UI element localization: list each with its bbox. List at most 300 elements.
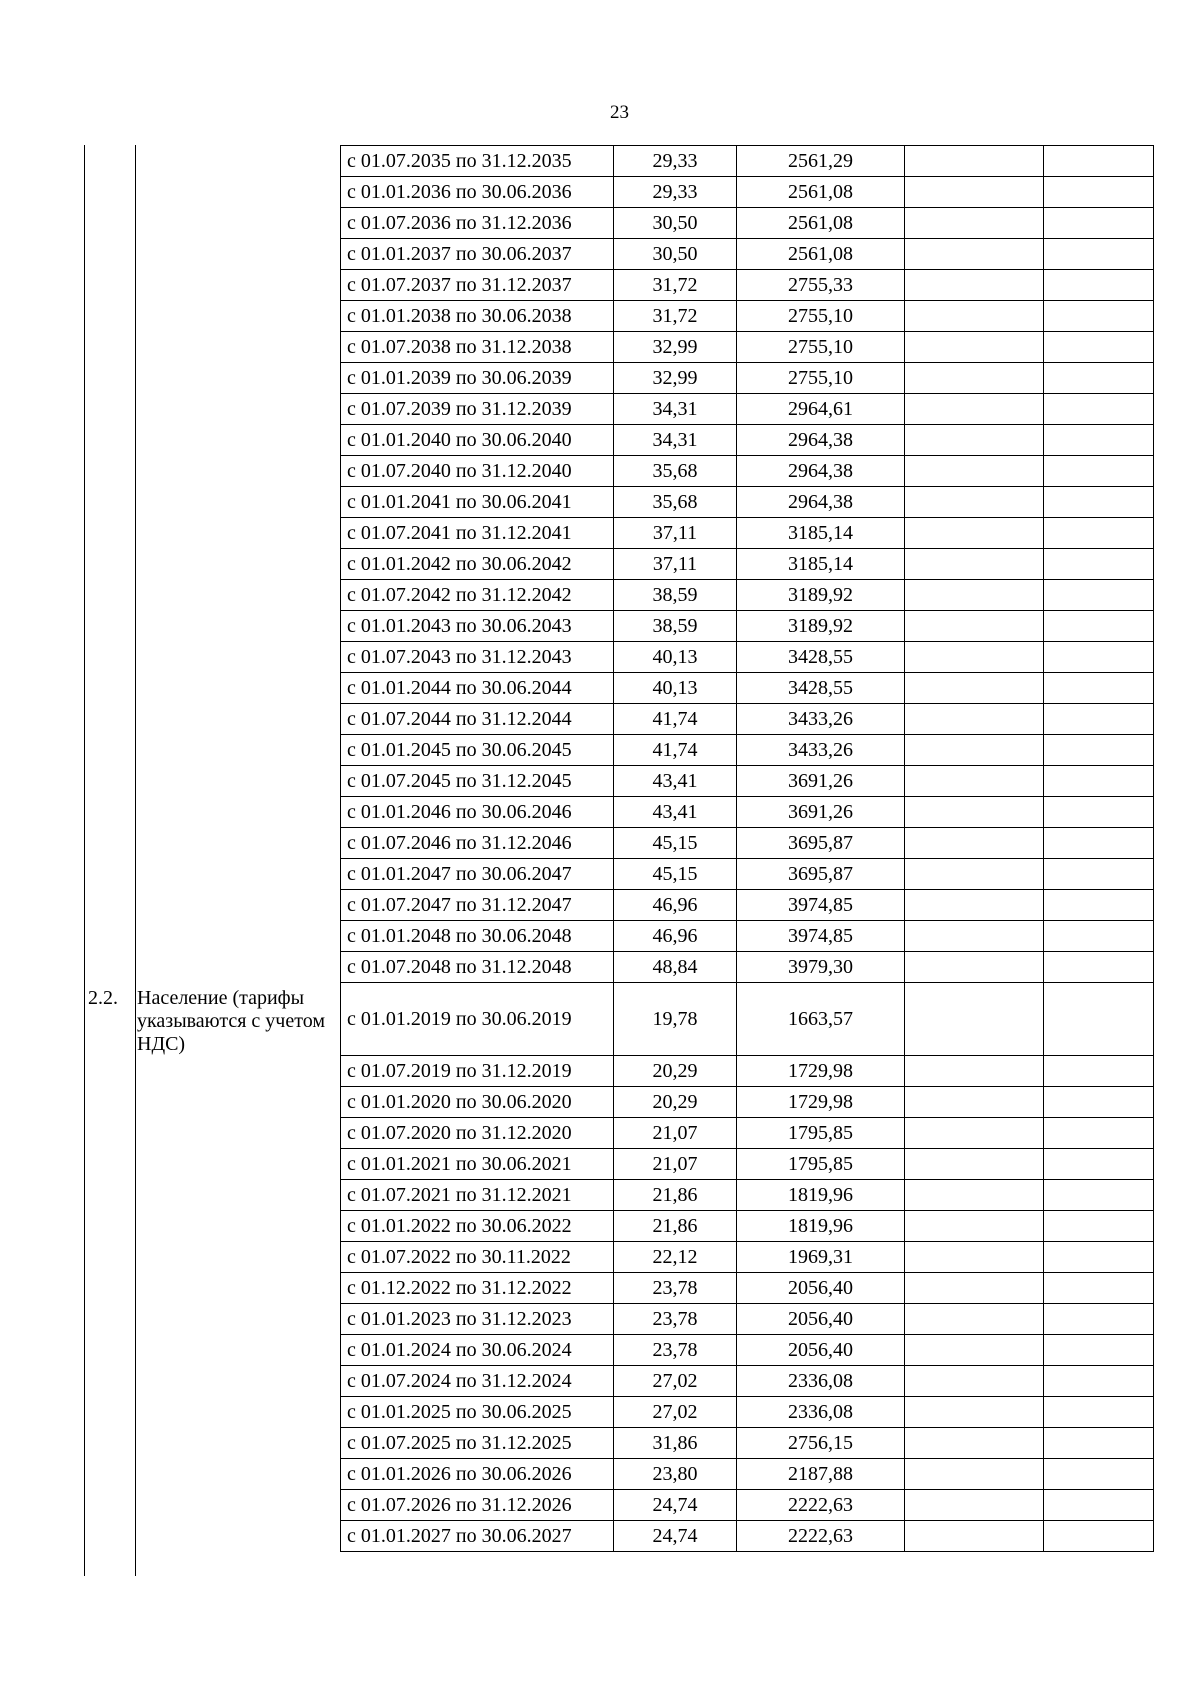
empty-cell	[905, 952, 1044, 983]
period-cell: с 01.01.2048 по 30.06.2048	[341, 921, 614, 952]
item-number-cell	[84, 146, 133, 177]
tariff-cell: 1729,98	[737, 1056, 905, 1087]
category-cell	[133, 394, 341, 425]
item-number-cell	[84, 363, 133, 394]
category-cell	[133, 828, 341, 859]
empty-cell	[905, 704, 1044, 735]
rate-cell: 30,50	[614, 208, 737, 239]
tariff-cell: 3691,26	[737, 766, 905, 797]
category-cell	[133, 1273, 341, 1304]
rate-cell: 30,50	[614, 239, 737, 270]
table-row	[84, 549, 1154, 580]
category-cell	[133, 1087, 341, 1118]
empty-cell	[905, 1242, 1044, 1273]
tariff-cell: 1819,96	[737, 1180, 905, 1211]
table-row	[84, 332, 1154, 363]
rate-cell: 21,86	[614, 1211, 737, 1242]
empty-cell	[1044, 1242, 1154, 1273]
tariff-cell: 3433,26	[737, 704, 905, 735]
empty-cell	[1044, 797, 1154, 828]
empty-cell	[1044, 1459, 1154, 1490]
item-number-cell	[84, 1304, 133, 1335]
item-number-cell	[84, 1366, 133, 1397]
item-number-cell	[84, 890, 133, 921]
empty-cell	[905, 549, 1044, 580]
period-cell: с 01.01.2021 по 30.06.2021	[341, 1149, 614, 1180]
empty-cell	[905, 766, 1044, 797]
rate-cell: 19,78	[614, 983, 737, 1056]
tariff-cell: 3428,55	[737, 673, 905, 704]
rate-cell: 37,11	[614, 518, 737, 549]
empty-cell	[1044, 580, 1154, 611]
period-cell: с 01.07.2024 по 31.12.2024	[341, 1366, 614, 1397]
rate-cell: 45,15	[614, 828, 737, 859]
rate-cell: 48,84	[614, 952, 737, 983]
period-cell: с 01.07.2026 по 31.12.2026	[341, 1490, 614, 1521]
item-number-cell	[84, 1242, 133, 1273]
table-row	[84, 1521, 1154, 1552]
table-row	[84, 456, 1154, 487]
period-cell: с 01.01.2037 по 30.06.2037	[341, 239, 614, 270]
tariff-cell: 2756,15	[737, 1428, 905, 1459]
item-number-cell: 2.2.	[88, 986, 118, 1009]
item-number-cell	[84, 735, 133, 766]
tariff-cell: 3428,55	[737, 642, 905, 673]
table-row	[84, 239, 1154, 270]
table-row	[84, 425, 1154, 456]
table-row	[84, 1335, 1154, 1366]
category-cell	[133, 1521, 341, 1552]
category-cell	[133, 1428, 341, 1459]
empty-cell	[905, 735, 1044, 766]
empty-cell	[905, 1087, 1044, 1118]
empty-cell	[1044, 704, 1154, 735]
tariff-cell: 2561,08	[737, 177, 905, 208]
empty-cell	[1044, 1335, 1154, 1366]
period-cell: с 01.01.2041 по 30.06.2041	[341, 487, 614, 518]
period-cell: с 01.01.2046 по 30.06.2046	[341, 797, 614, 828]
rate-cell: 27,02	[614, 1397, 737, 1428]
item-number-cell	[84, 1211, 133, 1242]
table-row	[84, 735, 1154, 766]
period-cell: с 01.07.2025 по 31.12.2025	[341, 1428, 614, 1459]
item-number-cell	[84, 766, 133, 797]
period-cell: с 01.01.2044 по 30.06.2044	[341, 673, 614, 704]
empty-cell	[905, 1118, 1044, 1149]
table-row	[84, 1180, 1154, 1211]
category-cell	[133, 487, 341, 518]
tariff-table-body	[84, 146, 1154, 1552]
period-cell: с 01.07.2037 по 31.12.2037	[341, 270, 614, 301]
tariff-cell: 2056,40	[737, 1304, 905, 1335]
category-cell	[133, 1118, 341, 1149]
tariff-cell: 3691,26	[737, 797, 905, 828]
empty-cell	[1044, 1087, 1154, 1118]
tariff-table	[84, 145, 1154, 1552]
table-row	[84, 828, 1154, 859]
empty-cell	[905, 146, 1044, 177]
table-row	[84, 487, 1154, 518]
empty-cell	[1044, 1428, 1154, 1459]
item-number-cell	[84, 301, 133, 332]
table-row	[84, 983, 1154, 1056]
table-row	[84, 270, 1154, 301]
category-cell	[133, 952, 341, 983]
table-row	[84, 921, 1154, 952]
table-row	[84, 208, 1154, 239]
empty-cell	[1044, 301, 1154, 332]
item-number-cell	[84, 1149, 133, 1180]
empty-cell	[905, 518, 1044, 549]
empty-cell	[905, 1304, 1044, 1335]
empty-cell	[905, 828, 1044, 859]
rate-cell: 24,74	[614, 1490, 737, 1521]
category-cell	[133, 580, 341, 611]
table-row	[84, 1056, 1154, 1087]
empty-cell	[905, 487, 1044, 518]
item-number-cell	[84, 921, 133, 952]
rate-cell: 23,80	[614, 1459, 737, 1490]
item-number-cell	[84, 456, 133, 487]
empty-cell	[905, 797, 1044, 828]
rate-cell: 29,33	[614, 146, 737, 177]
period-cell: с 01.01.2045 по 30.06.2045	[341, 735, 614, 766]
empty-cell	[1044, 1304, 1154, 1335]
rate-cell: 20,29	[614, 1087, 737, 1118]
period-cell: с 01.07.2021 по 31.12.2021	[341, 1180, 614, 1211]
tariff-cell: 1795,85	[737, 1118, 905, 1149]
empty-cell	[905, 394, 1044, 425]
period-cell: с 01.01.2024 по 30.06.2024	[341, 1335, 614, 1366]
period-cell: с 01.07.2040 по 31.12.2040	[341, 456, 614, 487]
item-number-cell	[84, 239, 133, 270]
rate-cell: 23,78	[614, 1273, 737, 1304]
tariff-cell: 1819,96	[737, 1211, 905, 1242]
tariff-cell: 2561,08	[737, 208, 905, 239]
tariff-cell: 3974,85	[737, 921, 905, 952]
tariff-cell: 2222,63	[737, 1490, 905, 1521]
rate-cell: 43,41	[614, 797, 737, 828]
empty-cell	[1044, 1149, 1154, 1180]
empty-cell	[1044, 425, 1154, 456]
empty-cell	[905, 921, 1044, 952]
table-row	[84, 518, 1154, 549]
tariff-cell: 2964,38	[737, 456, 905, 487]
item-number-cell	[84, 394, 133, 425]
page-number: 23	[610, 102, 629, 123]
empty-cell	[905, 1459, 1044, 1490]
empty-cell	[905, 1397, 1044, 1428]
rate-cell: 34,31	[614, 394, 737, 425]
tariff-cell: 2964,61	[737, 394, 905, 425]
empty-cell	[1044, 735, 1154, 766]
empty-cell	[1044, 394, 1154, 425]
empty-cell	[1044, 487, 1154, 518]
empty-cell	[905, 580, 1044, 611]
tariff-cell: 3185,14	[737, 549, 905, 580]
period-cell: с 01.07.2038 по 31.12.2038	[341, 332, 614, 363]
tariff-cell: 1729,98	[737, 1087, 905, 1118]
empty-cell	[905, 1180, 1044, 1211]
category-cell	[133, 1211, 341, 1242]
empty-cell	[1044, 673, 1154, 704]
item-number-cell	[84, 1428, 133, 1459]
table-row	[84, 301, 1154, 332]
item-number-cell	[84, 1459, 133, 1490]
rate-cell: 21,07	[614, 1149, 737, 1180]
category-cell	[133, 797, 341, 828]
item-number-cell	[84, 518, 133, 549]
table-row	[84, 1366, 1154, 1397]
rate-cell: 29,33	[614, 177, 737, 208]
period-cell: с 01.01.2038 по 30.06.2038	[341, 301, 614, 332]
period-cell: с 01.01.2039 по 30.06.2039	[341, 363, 614, 394]
empty-cell	[905, 363, 1044, 394]
period-cell: с 01.07.2020 по 31.12.2020	[341, 1118, 614, 1149]
rate-cell: 46,96	[614, 921, 737, 952]
category-cell	[133, 363, 341, 394]
empty-cell	[1044, 921, 1154, 952]
period-cell: с 01.07.2035 по 31.12.2035	[341, 146, 614, 177]
item-number-cell	[84, 1273, 133, 1304]
item-number-cell	[84, 952, 133, 983]
table-row	[84, 766, 1154, 797]
empty-cell	[1044, 1180, 1154, 1211]
tariff-cell: 3189,92	[737, 611, 905, 642]
period-cell: с 01.07.2036 по 31.12.2036	[341, 208, 614, 239]
table-row	[84, 673, 1154, 704]
rate-cell: 23,78	[614, 1335, 737, 1366]
item-number-cell	[84, 1490, 133, 1521]
empty-cell	[905, 1273, 1044, 1304]
tariff-cell: 3433,26	[737, 735, 905, 766]
tariff-cell: 3695,87	[737, 828, 905, 859]
period-cell: с 01.01.2040 по 30.06.2040	[341, 425, 614, 456]
tariff-cell: 3979,30	[737, 952, 905, 983]
table-row	[84, 952, 1154, 983]
empty-cell	[905, 1521, 1044, 1552]
empty-cell	[905, 1490, 1044, 1521]
item-number-cell	[84, 1056, 133, 1087]
category-cell: Население (тарифы указываются с учетом НДС)	[137, 986, 325, 1055]
category-cell	[133, 518, 341, 549]
empty-cell	[1044, 456, 1154, 487]
rate-cell: 31,72	[614, 270, 737, 301]
rate-cell: 27,02	[614, 1366, 737, 1397]
rate-cell: 20,29	[614, 1056, 737, 1087]
table-row	[84, 363, 1154, 394]
empty-cell	[905, 425, 1044, 456]
category-cell	[133, 425, 341, 456]
empty-cell	[905, 983, 1044, 1056]
tariff-cell: 2964,38	[737, 487, 905, 518]
tariff-cell: 2755,33	[737, 270, 905, 301]
empty-cell	[905, 890, 1044, 921]
category-cell	[133, 1397, 341, 1428]
period-cell: с 01.01.2042 по 30.06.2042	[341, 549, 614, 580]
empty-cell	[1044, 177, 1154, 208]
category-cell	[133, 208, 341, 239]
rate-cell: 43,41	[614, 766, 737, 797]
category-cell	[133, 1056, 341, 1087]
period-cell: с 01.07.2048 по 31.12.2048	[341, 952, 614, 983]
period-cell: с 01.07.2019 по 31.12.2019	[341, 1056, 614, 1087]
period-cell: с 01.07.2047 по 31.12.2047	[341, 890, 614, 921]
tariff-cell: 3185,14	[737, 518, 905, 549]
item-number-cell	[84, 797, 133, 828]
empty-cell	[1044, 1056, 1154, 1087]
item-number-cell	[84, 1397, 133, 1428]
table-row	[84, 580, 1154, 611]
tariff-cell: 2056,40	[737, 1273, 905, 1304]
empty-cell	[1044, 859, 1154, 890]
category-cell	[133, 146, 341, 177]
tariff-cell: 2222,63	[737, 1521, 905, 1552]
category-cell	[133, 611, 341, 642]
category-cell	[133, 642, 341, 673]
table-row	[84, 1242, 1154, 1273]
empty-cell	[1044, 1273, 1154, 1304]
tariff-cell: 2187,88	[737, 1459, 905, 1490]
table-row	[84, 394, 1154, 425]
period-cell: с 01.01.2019 по 30.06.2019	[341, 983, 614, 1056]
empty-cell	[1044, 549, 1154, 580]
period-cell: с 01.07.2043 по 31.12.2043	[341, 642, 614, 673]
category-cell	[133, 890, 341, 921]
table-row	[84, 1304, 1154, 1335]
rate-cell: 22,12	[614, 1242, 737, 1273]
table-row	[84, 1211, 1154, 1242]
rate-cell: 35,68	[614, 456, 737, 487]
category-cell	[133, 270, 341, 301]
category-cell	[133, 704, 341, 735]
period-cell: с 01.01.2020 по 30.06.2020	[341, 1087, 614, 1118]
item-number-cell	[84, 270, 133, 301]
period-cell: с 01.01.2022 по 30.06.2022	[341, 1211, 614, 1242]
table-row	[84, 642, 1154, 673]
category-cell	[133, 1335, 341, 1366]
table-row	[84, 1118, 1154, 1149]
item-number-cell	[84, 1087, 133, 1118]
period-cell: с 01.07.2044 по 31.12.2044	[341, 704, 614, 735]
empty-cell	[1044, 828, 1154, 859]
item-number-cell	[84, 859, 133, 890]
empty-cell	[905, 456, 1044, 487]
tariff-cell: 2755,10	[737, 301, 905, 332]
empty-cell	[905, 1056, 1044, 1087]
rate-cell: 32,99	[614, 332, 737, 363]
item-number-cell	[84, 580, 133, 611]
table-row	[84, 859, 1154, 890]
empty-cell	[905, 1428, 1044, 1459]
period-cell: с 01.07.2046 по 31.12.2046	[341, 828, 614, 859]
period-cell: с 01.01.2026 по 30.06.2026	[341, 1459, 614, 1490]
rate-cell: 21,07	[614, 1118, 737, 1149]
tariff-cell: 2056,40	[737, 1335, 905, 1366]
rate-cell: 41,74	[614, 704, 737, 735]
table-row	[84, 611, 1154, 642]
category-cell	[133, 177, 341, 208]
period-cell: с 01.01.2025 по 30.06.2025	[341, 1397, 614, 1428]
empty-cell	[1044, 983, 1154, 1056]
empty-cell	[1044, 1211, 1154, 1242]
empty-cell	[905, 177, 1044, 208]
empty-cell	[1044, 952, 1154, 983]
category-cell	[133, 456, 341, 487]
category-cell	[133, 1366, 341, 1397]
period-cell: с 01.07.2042 по 31.12.2042	[341, 580, 614, 611]
tariff-cell: 1663,57	[737, 983, 905, 1056]
rate-cell: 38,59	[614, 611, 737, 642]
table-row	[84, 1273, 1154, 1304]
rate-cell: 40,13	[614, 673, 737, 704]
rate-cell: 21,86	[614, 1180, 737, 1211]
category-cell	[133, 239, 341, 270]
category-cell	[133, 1459, 341, 1490]
empty-cell	[905, 1335, 1044, 1366]
period-cell: с 01.01.2043 по 30.06.2043	[341, 611, 614, 642]
table-row	[84, 1428, 1154, 1459]
category-cell	[133, 735, 341, 766]
empty-cell	[1044, 1118, 1154, 1149]
period-cell: с 01.01.2023 по 31.12.2023	[341, 1304, 614, 1335]
empty-cell	[1044, 518, 1154, 549]
category-cell	[133, 921, 341, 952]
tariff-cell: 2755,10	[737, 363, 905, 394]
empty-cell	[905, 270, 1044, 301]
rate-cell: 24,74	[614, 1521, 737, 1552]
table-row	[84, 704, 1154, 735]
rate-cell: 31,86	[614, 1428, 737, 1459]
tariff-cell: 2336,08	[737, 1366, 905, 1397]
tariff-cell: 2755,10	[737, 332, 905, 363]
item-number-cell	[84, 332, 133, 363]
table-row	[84, 797, 1154, 828]
empty-cell	[1044, 239, 1154, 270]
empty-cell	[1044, 1397, 1154, 1428]
empty-cell	[1044, 1490, 1154, 1521]
tariff-cell: 1969,31	[737, 1242, 905, 1273]
empty-cell	[1044, 890, 1154, 921]
empty-cell	[1044, 146, 1154, 177]
category-cell	[133, 1149, 341, 1180]
rate-cell: 46,96	[614, 890, 737, 921]
item-number-cell	[84, 642, 133, 673]
category-cell	[133, 1490, 341, 1521]
empty-cell	[1044, 766, 1154, 797]
table-row	[84, 1087, 1154, 1118]
empty-cell	[905, 611, 1044, 642]
empty-cell	[905, 1211, 1044, 1242]
table-row	[84, 146, 1154, 177]
rate-cell: 31,72	[614, 301, 737, 332]
category-cell	[133, 549, 341, 580]
empty-cell	[905, 642, 1044, 673]
item-number-cell	[84, 1180, 133, 1211]
table-row	[84, 1397, 1154, 1428]
rate-cell: 37,11	[614, 549, 737, 580]
category-cell	[133, 859, 341, 890]
item-number-cell	[84, 673, 133, 704]
period-cell: с 01.07.2041 по 31.12.2041	[341, 518, 614, 549]
period-cell: с 01.12.2022 по 31.12.2022	[341, 1273, 614, 1304]
rate-cell: 40,13	[614, 642, 737, 673]
rate-cell: 34,31	[614, 425, 737, 456]
item-number-cell	[84, 704, 133, 735]
rate-cell: 35,68	[614, 487, 737, 518]
empty-cell	[1044, 1366, 1154, 1397]
empty-cell	[905, 1149, 1044, 1180]
